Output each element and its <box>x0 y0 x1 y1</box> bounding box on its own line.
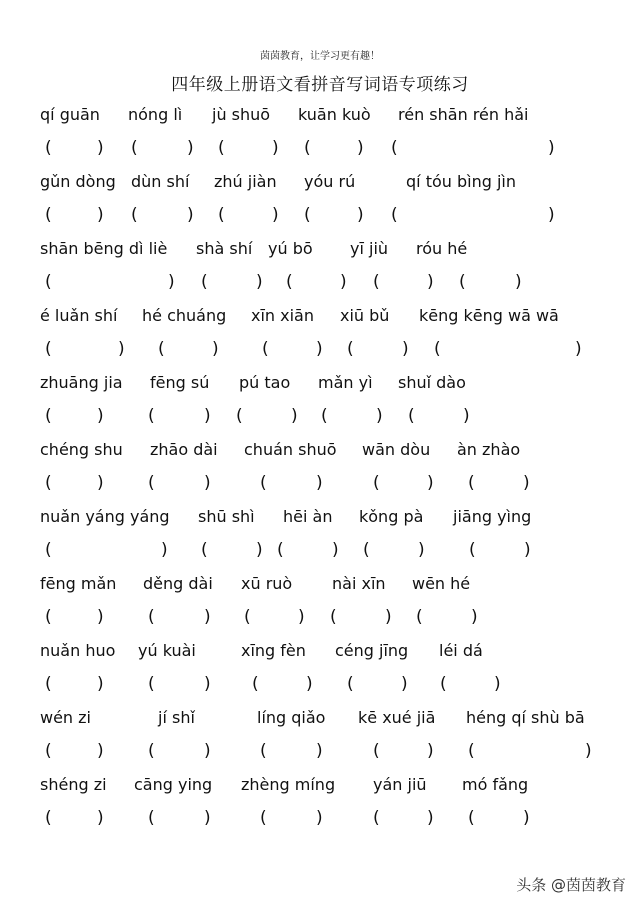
close-bracket: ) <box>256 272 263 292</box>
pinyin-word: zhuāng jia <box>40 373 123 392</box>
open-bracket: ( <box>347 674 354 694</box>
open-bracket: ( <box>148 741 155 761</box>
pinyin-word: xīn xiān <box>251 306 314 325</box>
answer-row <box>0 736 640 766</box>
open-bracket: ( <box>391 138 398 158</box>
answer-row <box>0 133 640 163</box>
pinyin-word: héng qí shù bā <box>466 708 585 727</box>
close-bracket: ) <box>118 339 125 359</box>
watermark-footer: 头条 @茵茵教育 <box>516 876 626 894</box>
open-bracket: ( <box>277 540 284 560</box>
pinyin-row <box>0 703 640 733</box>
pinyin-row <box>0 100 640 130</box>
open-bracket: ( <box>416 607 423 627</box>
close-bracket: ) <box>471 607 478 627</box>
pinyin-word: gǔn dòng <box>40 172 116 191</box>
open-bracket: ( <box>469 540 476 560</box>
pinyin-word: yán jiū <box>373 775 427 794</box>
open-bracket: ( <box>304 138 311 158</box>
close-bracket: ) <box>97 473 104 493</box>
open-bracket: ( <box>45 808 52 828</box>
open-bracket: ( <box>468 473 475 493</box>
pinyin-word: léi dá <box>439 641 483 660</box>
pinyin-word: yī jiù <box>350 239 389 258</box>
pinyin-word: kǒng pà <box>359 507 424 526</box>
open-bracket: ( <box>45 272 52 292</box>
pinyin-row <box>0 301 640 331</box>
pinyin-row <box>0 569 640 599</box>
pinyin-row <box>0 234 640 264</box>
pinyin-word: wān dòu <box>362 440 431 459</box>
close-bracket: ) <box>427 808 434 828</box>
close-bracket: ) <box>316 473 323 493</box>
close-bracket: ) <box>548 138 555 158</box>
open-bracket: ( <box>218 205 225 225</box>
pinyin-word: qí guān <box>40 105 100 124</box>
pinyin-word: shān bēng dì liè <box>40 239 168 258</box>
pinyin-word: nuǎn yáng yáng <box>40 507 170 526</box>
answer-row <box>0 468 640 498</box>
pinyin-row <box>0 502 640 532</box>
pinyin-word: hé chuáng <box>142 306 227 325</box>
close-bracket: ) <box>376 406 383 426</box>
close-bracket: ) <box>585 741 592 761</box>
close-bracket: ) <box>523 473 530 493</box>
close-bracket: ) <box>204 808 211 828</box>
close-bracket: ) <box>298 607 305 627</box>
open-bracket: ( <box>468 808 475 828</box>
close-bracket: ) <box>401 674 408 694</box>
pinyin-word: cāng ying <box>134 775 213 794</box>
open-bracket: ( <box>45 205 52 225</box>
answer-row <box>0 803 640 833</box>
close-bracket: ) <box>385 607 392 627</box>
pinyin-row <box>0 770 640 800</box>
close-bracket: ) <box>523 808 530 828</box>
open-bracket: ( <box>45 607 52 627</box>
open-bracket: ( <box>45 339 52 359</box>
close-bracket: ) <box>272 205 279 225</box>
pinyin-word: róu hé <box>416 239 468 258</box>
pinyin-row <box>0 435 640 465</box>
close-bracket: ) <box>316 741 323 761</box>
pinyin-word: kuān kuò <box>298 105 371 124</box>
close-bracket: ) <box>548 205 555 225</box>
pinyin-word: shéng zi <box>40 775 107 794</box>
open-bracket: ( <box>148 473 155 493</box>
open-bracket: ( <box>236 406 243 426</box>
pinyin-word: fēng sú <box>150 373 210 392</box>
close-bracket: ) <box>97 607 104 627</box>
pinyin-word: yú kuài <box>138 641 196 660</box>
close-bracket: ) <box>427 272 434 292</box>
close-bracket: ) <box>427 741 434 761</box>
open-bracket: ( <box>201 540 208 560</box>
pinyin-word: fēng mǎn <box>40 574 117 593</box>
pinyin-word: shà shí <box>196 239 253 258</box>
close-bracket: ) <box>402 339 409 359</box>
open-bracket: ( <box>468 741 475 761</box>
close-bracket: ) <box>316 339 323 359</box>
close-bracket: ) <box>316 808 323 828</box>
pinyin-word: shuǐ dào <box>398 373 466 392</box>
pinyin-word: jiāng yìng <box>453 507 532 526</box>
open-bracket: ( <box>262 339 269 359</box>
answer-row <box>0 669 640 699</box>
pinyin-word: chéng shu <box>40 440 123 459</box>
close-bracket: ) <box>204 473 211 493</box>
pinyin-word: xīng fèn <box>241 641 306 660</box>
close-bracket: ) <box>306 674 313 694</box>
pinyin-row <box>0 368 640 398</box>
pinyin-word: líng qiǎo <box>257 708 326 727</box>
open-bracket: ( <box>373 808 380 828</box>
pinyin-word: mǎn yì <box>318 373 373 392</box>
pinyin-word: wén zi <box>40 708 91 727</box>
pinyin-word: děng dài <box>143 574 213 593</box>
pinyin-word: zhāo dài <box>150 440 218 459</box>
pinyin-row <box>0 636 640 666</box>
open-bracket: ( <box>148 406 155 426</box>
page-header: 茵茵教育，让学习更有趣！ <box>260 51 380 62</box>
close-bracket: ) <box>340 272 347 292</box>
close-bracket: ) <box>272 138 279 158</box>
open-bracket: ( <box>286 272 293 292</box>
close-bracket: ) <box>97 741 104 761</box>
close-bracket: ) <box>332 540 339 560</box>
pinyin-word: yóu rú <box>304 172 356 191</box>
pinyin-word: yú bō <box>268 239 313 258</box>
pinyin-word: céng jīng <box>335 641 409 660</box>
open-bracket: ( <box>148 607 155 627</box>
open-bracket: ( <box>218 138 225 158</box>
open-bracket: ( <box>201 272 208 292</box>
answer-row <box>0 401 640 431</box>
pinyin-word: zhú jiàn <box>214 172 277 191</box>
pinyin-word: pú tao <box>239 373 291 392</box>
close-bracket: ) <box>204 674 211 694</box>
answer-row <box>0 535 640 565</box>
open-bracket: ( <box>330 607 337 627</box>
open-bracket: ( <box>321 406 328 426</box>
answer-row <box>0 602 640 632</box>
answer-row <box>0 267 640 297</box>
open-bracket: ( <box>252 674 259 694</box>
close-bracket: ) <box>97 674 104 694</box>
close-bracket: ) <box>418 540 425 560</box>
open-bracket: ( <box>45 473 52 493</box>
pinyin-word: nuǎn huo <box>40 641 116 660</box>
pinyin-word: shū shì <box>198 507 255 526</box>
close-bracket: ) <box>97 808 104 828</box>
open-bracket: ( <box>131 138 138 158</box>
pinyin-word: é luǎn shí <box>40 306 118 325</box>
open-bracket: ( <box>304 205 311 225</box>
answer-row <box>0 200 640 230</box>
open-bracket: ( <box>440 674 447 694</box>
open-bracket: ( <box>260 741 267 761</box>
open-bracket: ( <box>45 540 52 560</box>
pinyin-word: zhèng míng <box>241 775 336 794</box>
pinyin-word: xiū bǔ <box>340 306 390 325</box>
pinyin-word: qí tóu bìng jìn <box>406 172 516 191</box>
open-bracket: ( <box>363 540 370 560</box>
close-bracket: ) <box>97 138 104 158</box>
pinyin-word: xū ruò <box>241 574 293 593</box>
pinyin-word: hēi àn <box>283 507 333 526</box>
close-bracket: ) <box>187 205 194 225</box>
pinyin-word: wēn hé <box>412 574 471 593</box>
open-bracket: ( <box>244 607 251 627</box>
pinyin-row <box>0 167 640 197</box>
open-bracket: ( <box>391 205 398 225</box>
open-bracket: ( <box>408 406 415 426</box>
open-bracket: ( <box>347 339 354 359</box>
pinyin-word: kē xué jiā <box>358 708 436 727</box>
close-bracket: ) <box>575 339 582 359</box>
pinyin-word: jí shǐ <box>158 708 195 727</box>
close-bracket: ) <box>256 540 263 560</box>
open-bracket: ( <box>148 808 155 828</box>
open-bracket: ( <box>45 741 52 761</box>
close-bracket: ) <box>524 540 531 560</box>
close-bracket: ) <box>161 540 168 560</box>
pinyin-word: nóng lì <box>128 105 183 124</box>
close-bracket: ) <box>212 339 219 359</box>
close-bracket: ) <box>494 674 501 694</box>
pinyin-word: àn zhào <box>457 440 521 459</box>
close-bracket: ) <box>187 138 194 158</box>
open-bracket: ( <box>373 473 380 493</box>
pinyin-word: kēng kēng wā wā <box>419 306 559 325</box>
open-bracket: ( <box>260 473 267 493</box>
pinyin-word: dùn shí <box>131 172 190 191</box>
pinyin-word: jù shuō <box>212 105 271 124</box>
close-bracket: ) <box>204 741 211 761</box>
close-bracket: ) <box>427 473 434 493</box>
close-bracket: ) <box>515 272 522 292</box>
open-bracket: ( <box>260 808 267 828</box>
open-bracket: ( <box>373 272 380 292</box>
open-bracket: ( <box>45 138 52 158</box>
open-bracket: ( <box>373 741 380 761</box>
close-bracket: ) <box>291 406 298 426</box>
open-bracket: ( <box>158 339 165 359</box>
pinyin-word: rén shān rén hǎi <box>398 105 529 124</box>
pinyin-word: chuán shuō <box>244 440 337 459</box>
pinyin-word: nài xīn <box>332 574 386 593</box>
close-bracket: ) <box>97 406 104 426</box>
open-bracket: ( <box>148 674 155 694</box>
close-bracket: ) <box>463 406 470 426</box>
open-bracket: ( <box>45 674 52 694</box>
answer-row <box>0 334 640 364</box>
open-bracket: ( <box>434 339 441 359</box>
close-bracket: ) <box>357 205 364 225</box>
worksheet-title: 四年级上册语文看拼音写词语专项练习 <box>171 75 469 95</box>
open-bracket: ( <box>459 272 466 292</box>
pinyin-word: mó fǎng <box>462 775 529 794</box>
close-bracket: ) <box>357 138 364 158</box>
open-bracket: ( <box>131 205 138 225</box>
close-bracket: ) <box>204 607 211 627</box>
close-bracket: ) <box>204 406 211 426</box>
close-bracket: ) <box>168 272 175 292</box>
open-bracket: ( <box>45 406 52 426</box>
close-bracket: ) <box>97 205 104 225</box>
